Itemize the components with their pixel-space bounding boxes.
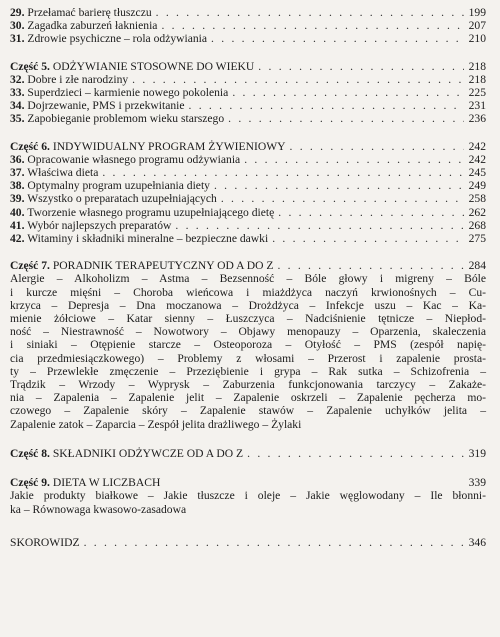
summary-line: cia przedmiesiączkowego) – Problemy z włosami – Przerost i zapalenie prosta- <box>10 351 486 365</box>
toc-entry: 42. Witaminy i składniki mineralne – bezpieczne dawki . . . 275 <box>10 232 486 245</box>
toc-entry: 41. Wybór najlepszych preparatów . . . 268 <box>10 219 486 232</box>
summary-line: czowego – Zapalenie skóry – Zapalenie stawów – Zapalenie uchyłków jelita – <box>10 404 486 418</box>
toc-entry: 35. Zapobieganie problemom wieku starszego . . . 236 <box>10 112 486 125</box>
toc-part-summary <box>10 272 486 430</box>
summary-line: nia – Zapalenia – Zapalenie jelit – Zapalenie oskrzeli – Zapalenie pęcherza mo- <box>10 391 486 405</box>
toc-entry: 37. Właściwa dieta . . . 245 <box>10 166 486 179</box>
toc-entry: 30. Zagadka zaburzeń łaknienia . . . 207 <box>10 19 486 32</box>
table-of-contents <box>10 6 486 549</box>
summary-line: ność – Niestrawność – Nowotwory – Objawy menopauzy – Oparzenia, skaleczenia <box>10 325 486 339</box>
summary-line: i kurcze mięśni – Choroba wieńcowa i miażdżyca naczyń krwionośnych – Cu- <box>10 285 486 299</box>
summary-line: Alergie – Alkoholizm – Astma – Bezsenność – Bóle głowy i migreny – Bóle <box>10 272 486 286</box>
toc-entry: 34. Dojrzewanie, PMS i przekwitanie . . . 231 <box>10 99 486 112</box>
toc-part-heading: Część 6. INDYWIDUALNY PROGRAM ŻYWIENIOWY . . . 242 <box>10 140 486 153</box>
toc-section <box>10 447 486 460</box>
toc-section <box>10 6 486 46</box>
toc-part-heading: Część 5. ODŻYWIANIE STOSOWNE DO WIEKU . . . 218 <box>10 60 486 73</box>
toc-index-heading: SKOROWIDZ . . . 346 <box>10 536 486 549</box>
summary-line: krzyca – Depresja – Dna moczanowa – Drożdżyca – Infekcje uszu – Kac – Ka- <box>10 298 486 312</box>
toc-entry: 29. Przełamać barierę tłuszczu . . . 199 <box>10 6 486 19</box>
toc-section <box>10 60 486 126</box>
toc-entry: 40. Tworzenie własnego programu uzupełniającego dietę . . . 262 <box>10 206 486 219</box>
toc-part-heading: Część 7. PORADNIK TERAPEUTYCZNY OD A DO Z . . . 284 <box>10 259 486 272</box>
toc-entry: 39. Wszystko o preparatach uzupełniających . . . 258 <box>10 192 486 205</box>
summary-line: i siniaki – Otępienie starcze – Osteoporoza – Otyłość – PMS (zespół napię- <box>10 338 486 352</box>
summary-line: mienie żółciowe – Katar sienny – Łuszczyca – Nadciśnienie tętnicze – Niepłod- <box>10 312 486 326</box>
summary-line: Zapalenie zatok – Zaparcia – Zespół jelita drażliwego – Żylaki <box>10 417 302 431</box>
summary-line: Jakie produkty białkowe – Jakie tłuszcze i oleje – Jakie węglowodany – Ile błonni- <box>10 489 486 503</box>
summary-line: ka – Równowaga kwasowo-zasadowa <box>10 502 187 516</box>
summary-line: ty – Przewlekłe zmęczenie – Przeziębienie i grypa – Rak sutka – Schizofrenia – <box>10 364 486 378</box>
summary-line: Trądzik – Wrzody – Wyprysk – Zaburzenia funkcjonowania tarczycy – Zakaże- <box>10 378 486 392</box>
toc-section <box>10 536 486 549</box>
toc-entry: 31. Zdrowie psychiczne – rola odżywiania . . . 210 <box>10 32 486 45</box>
toc-part-summary <box>10 489 486 515</box>
toc-part-heading: Część 8. SKŁADNIKI ODŻYWCZE OD A DO Z . . . 319 <box>10 447 486 460</box>
toc-section <box>10 140 486 246</box>
toc-part-heading: Część 9. DIETA W LICZBACH 339 <box>10 476 486 490</box>
toc-section <box>10 259 486 431</box>
toc-entry: 38. Optymalny program uzupełniania diety . . . 249 <box>10 179 486 192</box>
toc-entry: 36. Opracowanie własnego programu odżywiania . . . 242 <box>10 153 486 166</box>
toc-entry: 33. Superdzieci – karmienie nowego pokolenia . . . 225 <box>10 86 486 99</box>
toc-section <box>10 476 486 516</box>
toc-entry: 32. Dobre i złe narodziny . . . 218 <box>10 73 486 86</box>
